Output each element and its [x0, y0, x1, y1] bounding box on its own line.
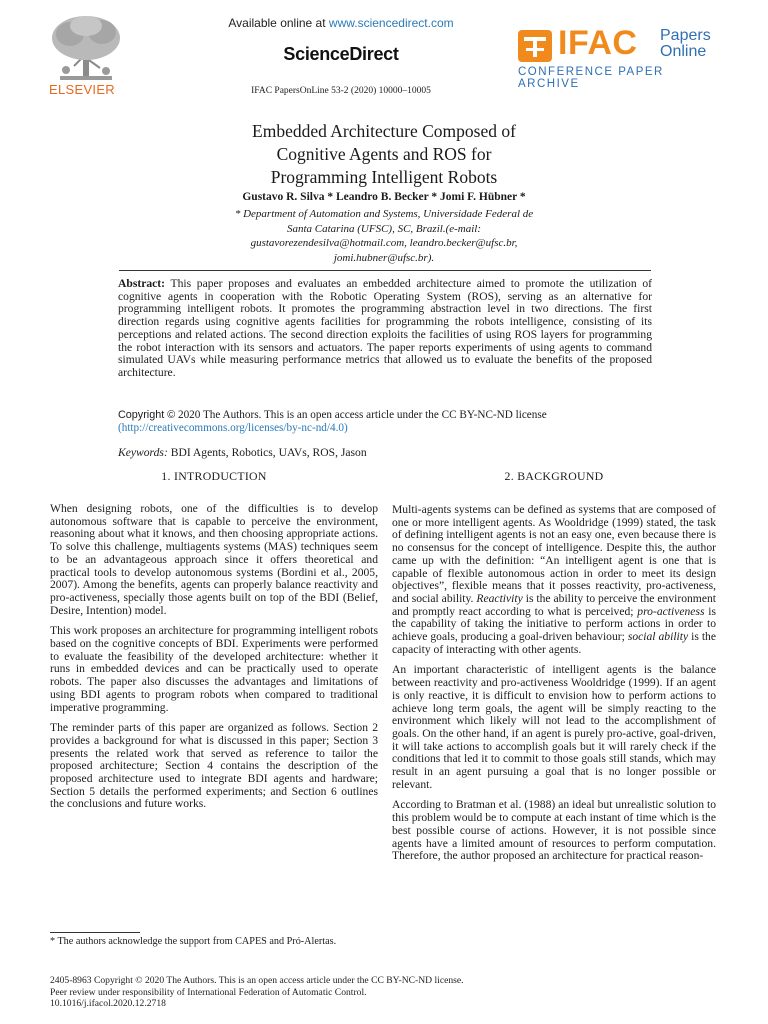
footnote: * The authors acknowledge the support from CAPES and Pró-Alertas.: [50, 936, 337, 947]
ifac-online-label: Online: [660, 43, 707, 60]
abstract: [118, 278, 652, 380]
bg-p1-text-d: is the capacity of interacting with other agents.: [392, 630, 716, 656]
copyright-label: Copyright ©: [118, 409, 176, 421]
affiliation-line-4: jomi.hubner@ufsc.br).: [333, 251, 435, 264]
bg-p1-term-proactiveness: pro-activeness: [637, 604, 705, 618]
keywords-text: BDI Agents, Robotics, UAVs, ROS, Jason: [167, 446, 367, 459]
intro-paragraph-3: The reminder parts of this paper are organized as follows. Section 2 provides a background for what is discussed in this paper; Section 3 presents the related work that served as reference to tailor the proposed architecture; Section 4 contains the description of the proposed architecture used to integrate BDI agents and hardware; Section 5 details the performed experiments; and Section 6 outlines the conclusions and future works.: [50, 721, 378, 811]
keywords-label: Keywords:: [118, 446, 168, 459]
affiliation: [100, 207, 668, 265]
license-link[interactable]: (http://creativecommons.org/licenses/by-nc-nd/4.0): [118, 422, 348, 434]
keywords: [118, 446, 652, 459]
title-line-3: Programming Intelligent Robots: [270, 167, 498, 187]
ifac-archive-label: CONFERENCE PAPER ARCHIVE: [518, 66, 664, 90]
available-prefix: Available online at: [228, 16, 329, 30]
bg-p1-text-b: is the ability to perceive the environment and promptly react according to what is perceived;: [392, 591, 716, 618]
ifac-papers-label: Papers: [660, 27, 711, 44]
footer-doi[interactable]: 10.1016/j.ifacol.2020.12.2718: [50, 998, 166, 1010]
title-line-2: Cognitive Agents and ROS for: [276, 144, 492, 164]
copyright-notice: [118, 409, 652, 435]
title-line-1: Embedded Architecture Composed of: [252, 121, 516, 141]
bg-p1-term-reactivity: Reactivity: [476, 591, 523, 605]
section-heading-background: 2. BACKGROUND: [504, 469, 604, 483]
background-paragraph-2: An important characteristic of intelligent agents is the balance between reactivity and pro-activeness Wooldridge (1999). If an agent is only reactive, it is difficult to envision how to perform actions to achieve long term goals, the agent will be simply reacting to the environment which likely will not lead to the accomplishment of goals. On the other hand, if an agent is purely pro-active, goal-driven, it will take actions to accomplish goals but it will rarely check if the conditions that led it to commit to those goals still stands, which may result in an agent pursuing a goal that is no longer possible or relevant.: [392, 663, 716, 791]
left-column: [50, 503, 378, 819]
journal-citation: IFAC PapersOnLine 53-2 (2020) 10000–10005: [251, 86, 431, 96]
footnote-divider: [50, 932, 140, 933]
affiliation-line-2: Santa Catarina (UFSC), SC, Brazil.(e-mail:: [286, 222, 482, 235]
right-column: [392, 504, 716, 871]
ifac-wordmark: IFAC: [558, 24, 638, 62]
bg-p1-term-social-ability: social ability: [627, 630, 689, 644]
ifac-papers-online: [660, 28, 711, 60]
footer-peer-review: Peer review under responsibility of International Federation of Automatic Control.: [50, 986, 367, 998]
section-heading-introduction: 1. INTRODUCTION: [161, 469, 267, 483]
author-list: Gustavo R. Silva * Leandro B. Becker * Jomi F. Hübner *: [242, 191, 526, 203]
bg-p1-text-c: is the capability of taking the initiative to perform actions in order to achieve goals, producing a goal-driven behaviour;: [392, 604, 716, 644]
elsevier-wordmark: ELSEVIER: [49, 82, 115, 97]
intro-paragraph-2: This work proposes an architecture for programming intelligent robots based on the cognitive concepts of BDI. Experiments were performed to evaluate the feasibility of the developed architecture: whether it runs in embedded devices and can be practically used to operate robots. The paper also discusses the advantages and limitations of using BDI agents to program robots when compared to traditional imperative programming.: [50, 624, 378, 714]
sciencedirect-title: ScienceDirect: [283, 44, 399, 64]
bg-p1-text-a: Multi-agents systems can be defined as systems that are composed of one or more intelligent agents. As Wooldridge (1999) stated, the task of defining intelligent agents is not an easy one, even because there is no consensus for the concept of intelligence. Despite this, the author came up with the definition: “An intelligent agent is one that is capable of flexible autonomous action in order to meet its design objectives”, flexible means that it posses reactivity, pro-activeness, and social ability.: [392, 503, 716, 605]
intro-paragraph-1: When designing robots, one of the difficulties is to develop autonomous software that is capable to perceive the environment, reasoning about what it knows, and then choosing appropriate actions. To solve this challenge, multiagents systems (MAS) techniques seem to be an advantageous approach since it offers theoretical and practical tools to develop autonomous systems (Bordini et al., 2005, 2007). Among the benefits, agents can properly balance reactivity and pro-activeness, specially those agents built on top of the BDI (Belief, Desire, Intention) model.: [50, 502, 378, 617]
footer-copyright: 2405-8963 Copyright © 2020 The Authors. This is an open access article under the CC BY-NC-ND license.: [50, 975, 464, 986]
abstract-label: Abstract:: [118, 277, 166, 290]
sciencedirect-link[interactable]: www.sciencedirect.com: [328, 16, 454, 30]
affiliation-line-3: gustavorezendesilva@hotmail.com, leandro.becker@ufsc.br,: [250, 237, 518, 249]
affiliation-line-1: * Department of Automation and Systems, Universidade Federal de: [234, 208, 534, 220]
copyright-text: 2020 The Authors. This is an open access article under the CC BY-NC-ND license: [175, 409, 547, 421]
abstract-text: This paper proposes and evaluates an embedded architecture aimed to promote the utilization of cognitive agents in cooperation with the Robotic Operating System (ROS), serving as an alternative for programming intelligent robots. It promotes the programming abstraction level in two directions. The first direction regards using cognitive agents facilities for programming the robots intelligence, consisting of its perceptions and related actions. The second direction exploits the facilities of using ROS layers for programming the robot interaction with its sensors and actuators. The paper reports experiments of using agents to command simulated UAVs while measuring performance metrics that allowed us to evaluate the benefits of the proposed architecture.: [118, 277, 652, 379]
paper-title: [100, 120, 668, 189]
ifac-emblem-icon: [518, 30, 552, 62]
background-paragraph-3: According to Bratman et al. (1988) an ideal but unrealistic solution to this problem would be to compute at each instant of time which is the best possible course of actions. However, it is not possible since agents have a limited amount of resources to perform computation. Therefore, the author proposed an architecture for practical reason-: [392, 798, 716, 863]
background-paragraph-1: [392, 504, 716, 656]
title-divider: [119, 270, 651, 271]
ifac-papersonline-logo: [518, 24, 722, 90]
page-footer: [50, 975, 716, 1010]
